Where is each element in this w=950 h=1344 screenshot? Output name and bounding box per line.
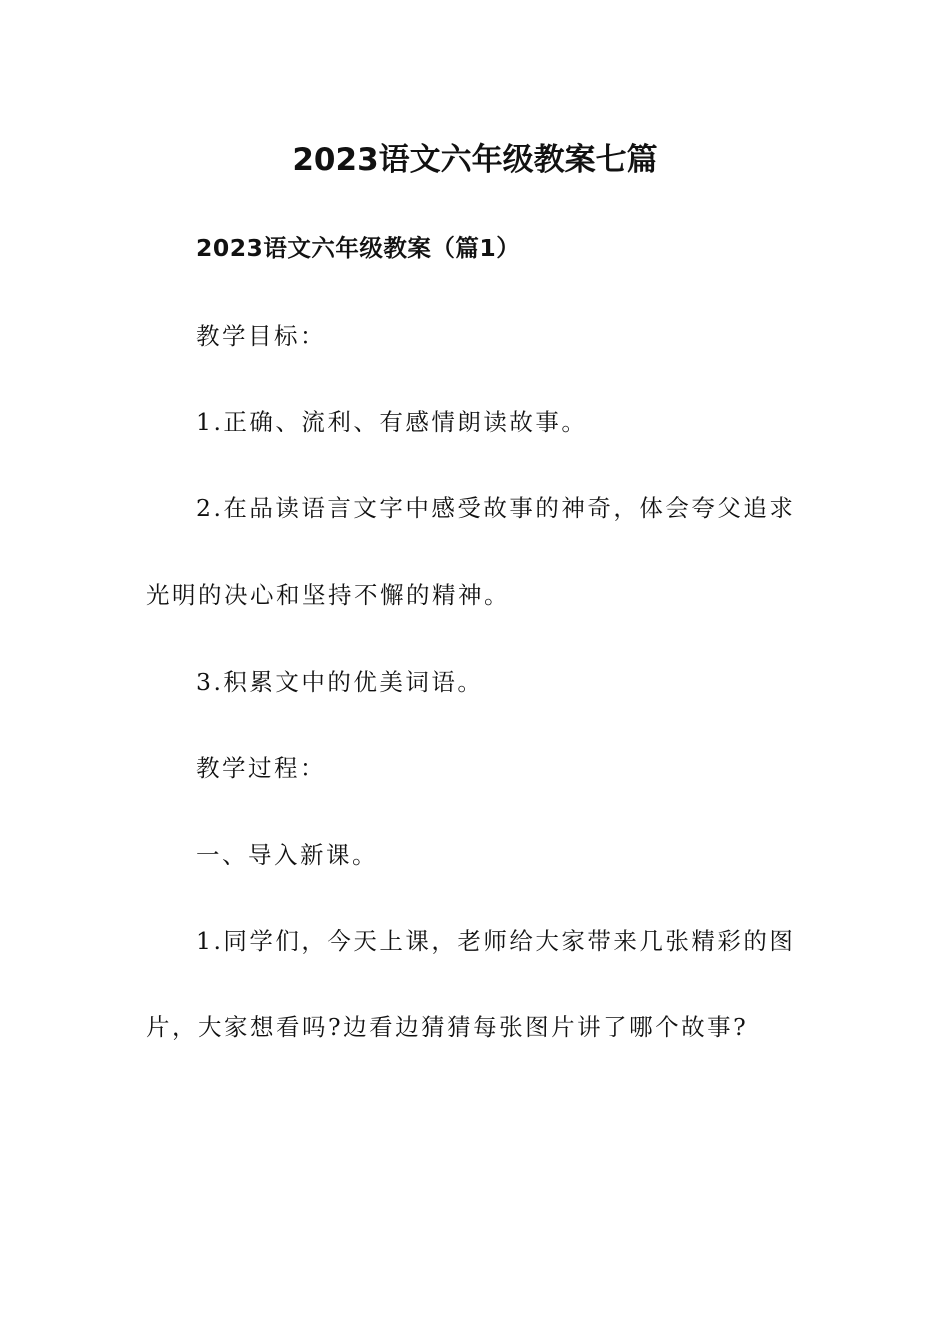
paragraph-goal-3: 3.积累文中的优美词语。 <box>196 668 484 696</box>
paragraph-step-1-line-2: 片，大家想看吗?边看边猜猜每张图片讲了哪个故事? <box>146 1013 749 1041</box>
section-heading: 2023语文六年级教案（篇1） <box>196 234 521 262</box>
paragraph-goal-2-line-2: 光明的决心和坚持不懈的精神。 <box>146 581 510 609</box>
paragraph-teaching-goals-label: 教学目标： <box>196 322 326 350</box>
paragraph-step-one: 一、导入新课。 <box>196 841 378 869</box>
paragraph-step-1-line-1: 1.同学们，今天上课，老师给大家带来几张精彩的图 <box>196 927 796 955</box>
paragraph-goal-2-line-1: 2.在品读语言文字中感受故事的神奇，体会夸父追求 <box>196 494 796 522</box>
paragraph-goal-1: 1.正确、流利、有感情朗读故事。 <box>196 408 588 436</box>
paragraph-teaching-process-label: 教学过程： <box>196 754 326 782</box>
document-title: 2023语文六年级教案七篇 <box>292 142 658 178</box>
